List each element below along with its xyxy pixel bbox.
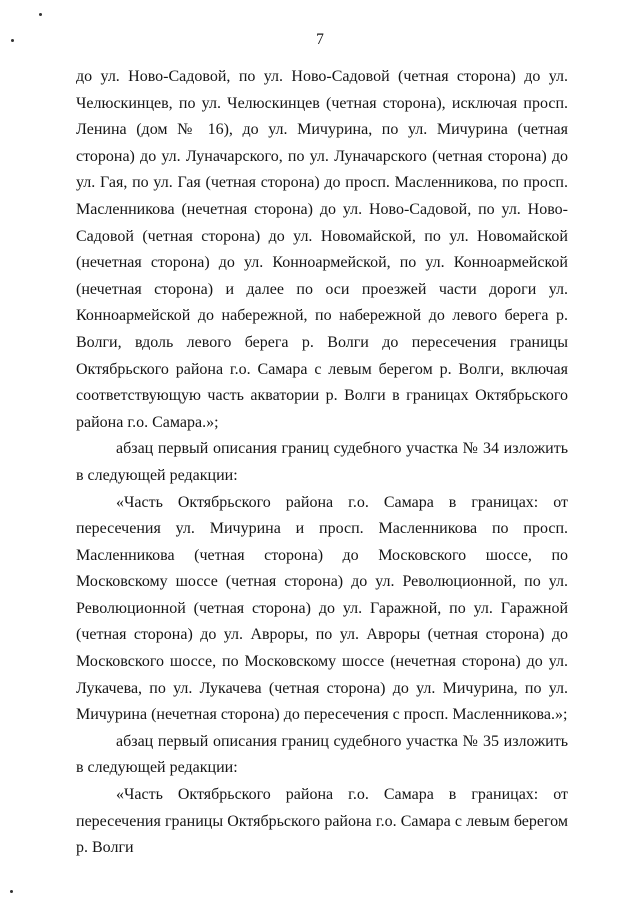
scan-speck: [39, 13, 42, 16]
page-number: 7: [316, 31, 324, 48]
paragraph-amendment-35-text: «Часть Октябрьского района г.о. Самара в границах: от пересечения границы Октябрьского района г.о. Самара с левым берегом р. Волги: [76, 786, 568, 857]
paragraph-boundary-continuation: до ул. Ново-Садовой, по ул. Ново-Садовой (четная сторона) до ул. Челюскинцев, по ул. Челюскинцев (четная сторона), исключая просп. Ленина (дом № 16), до ул. Мичурина, по ул. Мичурина (четная сторона) до ул. Луначарского, по ул. Луначарского (четная сторона) до ул. Гая, по ул. Гая (четная сторона) до просп. Масленникова, по просп. Масленникова (нечетная сторона) до ул. Ново-Садовой, по ул. Ново-Садовой (четная сторона) до ул. Новомайской, по ул. Новомайской (нечетная сторона) до ул. Конноармейской, по ул. Конноармейской (нечетная сторона) и далее по оси проезжей части дороги ул. Конноармейской до набережной, по набережной до левого берега р. Волги, вдоль левого берега р. Волги до пересечения границы Октябрьского района г.о. Самара с левым берегом р. Волги, включая соответствующую часть акватории р. Волги в границах Октябрьского района г.о. Самара.»;: [76, 68, 568, 431]
scan-speck: [10, 890, 13, 893]
paragraph-amendment-35-intro: абзац первый описания границ судебного участка № 35 изложить в следующей редакции:: [76, 732, 568, 777]
paragraph-amendment-34-text: «Часть Октябрьского района г.о. Самара в границах: от пересечения ул. Мичурина и просп. Масленникова по просп. Масленникова (четная сторона) до Московского шоссе, по Московскому шоссе (четная сторона) до ул. Революционной, по ул. Революционной (четная сторона) до ул. Гаражной, по ул. Гаражной (четная сторона) до ул. Авроры, по ул. Авроры (четная сторона) до Московского шоссе, по Московскому шоссе (нечетная сторона) до ул. Лукачева, по ул. Лукачева (четная сторона) до ул. Мичурина, по ул. Мичурина (нечетная сторона) до пересечения с просп. Масленникова.»;: [76, 493, 568, 724]
paragraph-amendment-34-intro: абзац первый описания границ судебного участка № 34 изложить в следующей редакции:: [76, 440, 568, 484]
document-body: [76, 64, 568, 862]
